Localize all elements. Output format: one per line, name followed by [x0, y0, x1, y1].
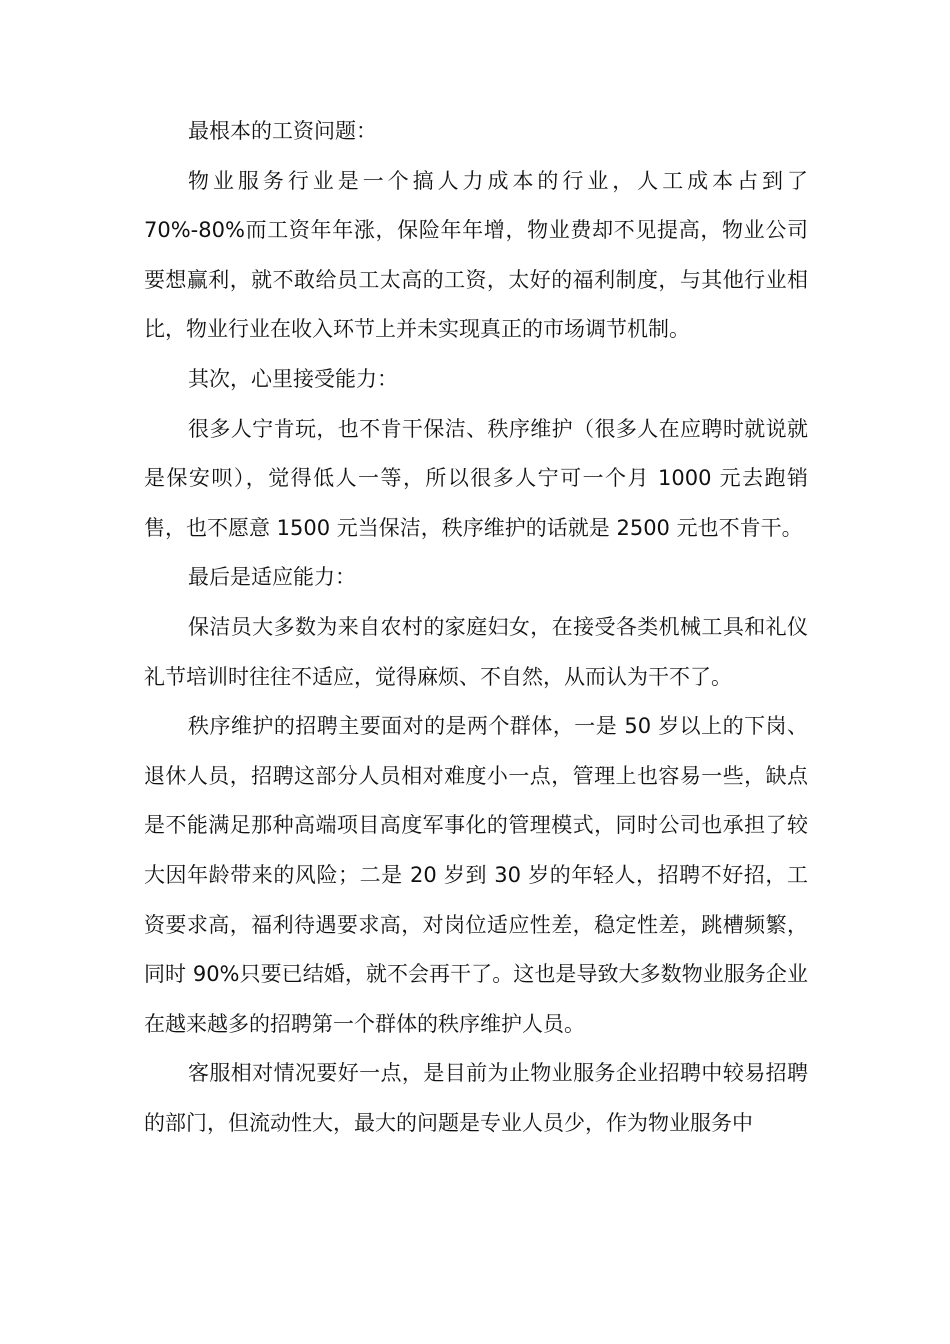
paragraph-acceptance-body: 很多人宁肯玩，也不肯干保洁、秩序维护（很多人在应聘时就说就是保安呗），觉得低人一等，所以很多人宁可一个月 1000 元去跑销售，也不愿意 1500 元当保洁，秩序维护的话就是 2500 元也不肯干。: [144, 416, 808, 540]
paragraph-cleaners: 保洁员大多数为来自农村的家庭妇女，在接受各类机械工具和礼仪礼节培训时往往不适应，觉得麻烦、不自然，从而认为干不了。: [144, 614, 808, 689]
paragraph-adaptability-heading: 最后是适应能力：: [188, 565, 356, 590]
paragraph-security-recruitment: 秩序维护的招聘主要面对的是两个群体，一是 50 岁以上的下岗、退休人员，招聘这部分人员相对难度小一点，管理上也容易一些，缺点是不能满足那种高端项目高度军事化的管理模式，同时公司也承担了较大因年龄带来的风险；二是 20 岁到 30 岁的年轻人，招聘不好招，工资要求高，福利待遇要求高，对岗位适应性差，稳定性差，跳槽频繁，同时 90%只要已结婚，就不会再干了。这也是导致大多数物业服务企业在越来越多的招聘第一个群体的秩序维护人员。: [144, 714, 808, 1036]
document-body: [144, 107, 808, 1148]
paragraph-customer-service: 客服相对情况要好一点，是目前为止物业服务企业招聘中较易招聘的部门，但流动性大，最大的问题是专业人员少，作为物业服务中: [144, 1061, 808, 1135]
paragraph-acceptance-heading: 其次，心里接受能力：: [188, 366, 398, 391]
paragraph-salary-body: 物业服务行业是一个搞人力成本的行业，人工成本占到了70%-80%而工资年年涨，保险年年增，物业费却不见提高，物业公司要想赢利，就不敢给员工太高的工资，太好的福利制度，与其他行业相比，物业行业在收入环节上并未实现真正的市场调节机制。: [144, 168, 808, 342]
paragraph-salary-heading: 最根本的工资问题：: [188, 119, 377, 143]
